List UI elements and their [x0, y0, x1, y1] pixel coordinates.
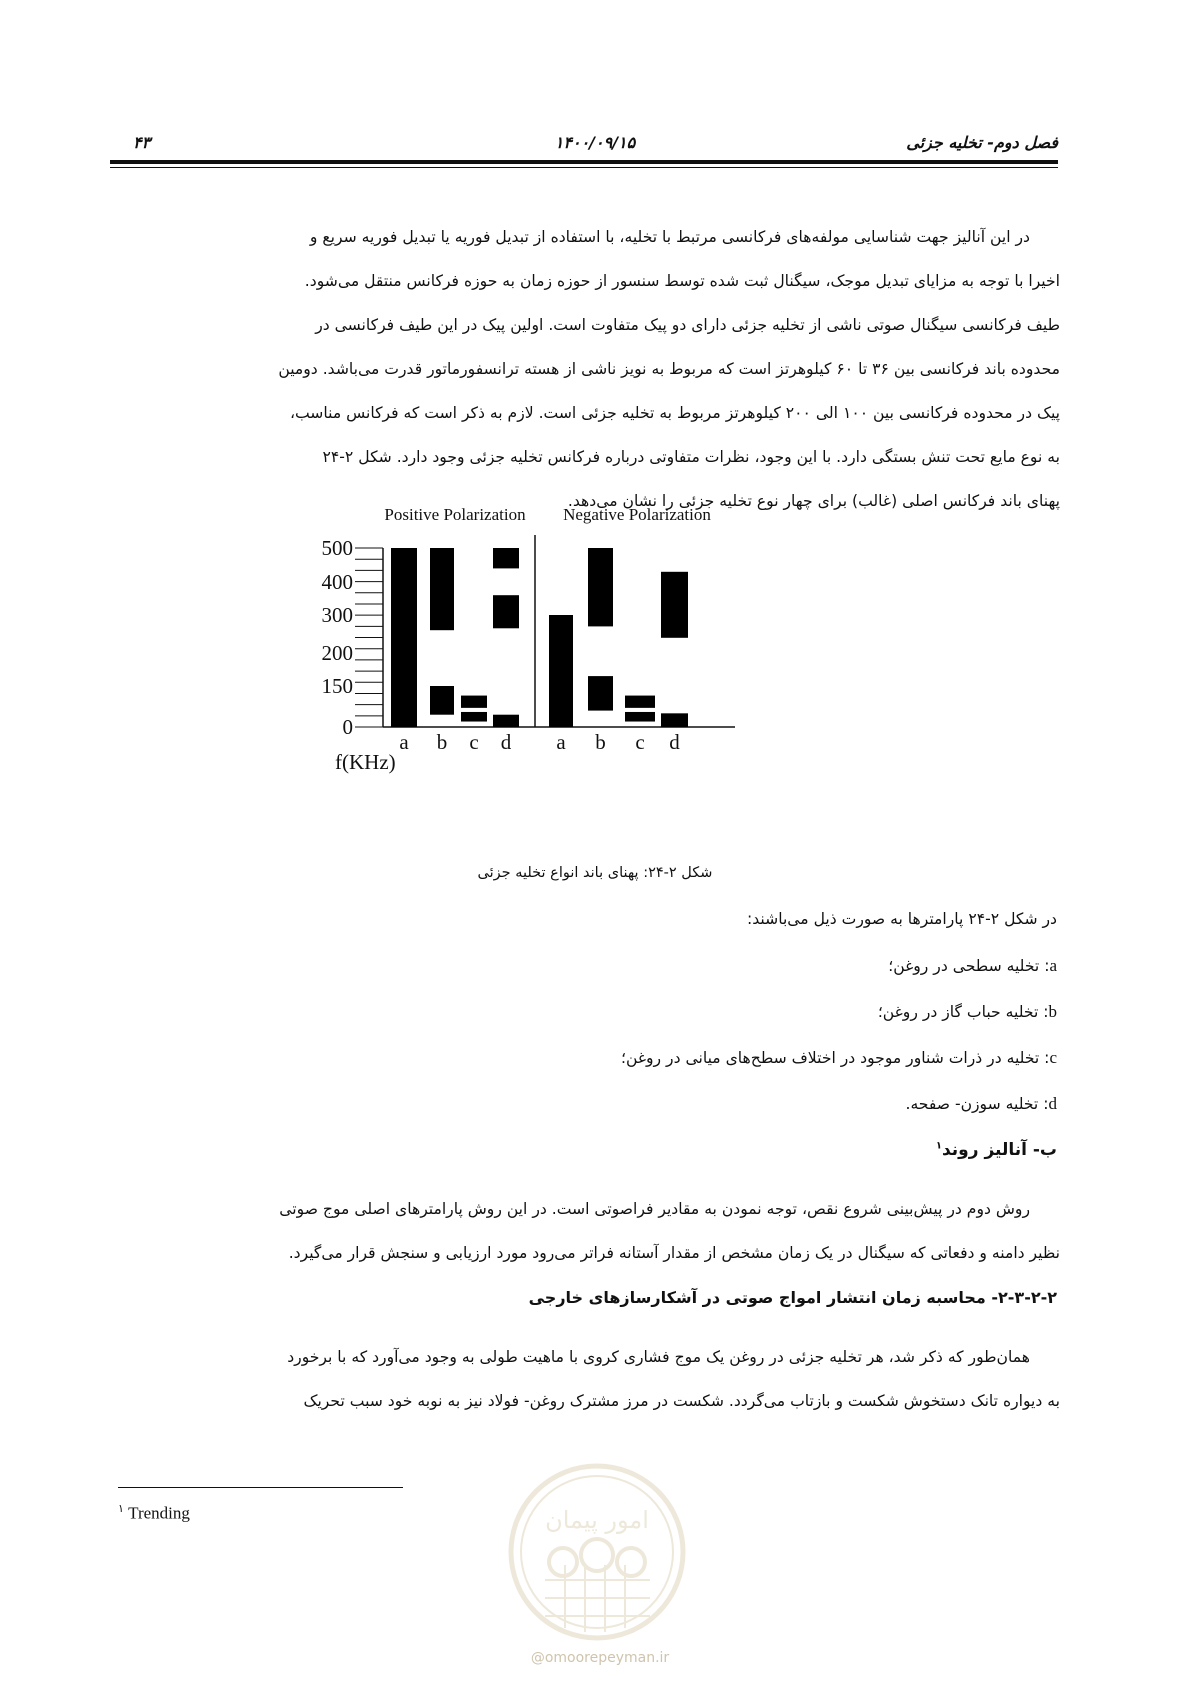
- trend-paragraph: [112, 1187, 1060, 1275]
- param-text: : تخلیه در ذرات شناور موجود در اختلاف سطح‌های میانی در روغن؛: [621, 1049, 1050, 1067]
- param-code: b: [1048, 1002, 1057, 1021]
- y-axis-label: f(KHz): [335, 750, 396, 774]
- bar-segment: [493, 548, 519, 568]
- group-title: Negative Polarization: [563, 505, 711, 524]
- bar-segment: [430, 686, 454, 715]
- trend-heading: [936, 1140, 1057, 1160]
- bar-segment: [391, 548, 417, 727]
- paragraph-line: محدوده باند فرکانسی بین ۳۶ تا ۶۰ کیلوهرتز است که مربوط به نویز ناشی از هسته ترانسفورماتور قدرت می‌باشد. دومین: [278, 360, 1060, 378]
- trend-heading-text: ب- آنالیز روند: [941, 1140, 1057, 1160]
- bar-segment: [661, 572, 688, 638]
- paragraph-line: نظیر دامنه و دفعاتی که سیگنال در یک زمان مشخص از مقدار آستانه فراتر می‌رود مورد ارزیابی و سنجش قرار می‌گیرد.: [288, 1244, 1060, 1262]
- param-item-b: [878, 1002, 1057, 1022]
- intro-paragraph: [112, 215, 1060, 523]
- y-tick-label: 0: [342, 715, 353, 739]
- param-item-a: [888, 956, 1057, 976]
- footnote-mark: ۱: [118, 1503, 124, 1515]
- group-title: Positive Polarization: [384, 505, 526, 524]
- paragraph-line: پیک در محدوده فرکانسی بین ۱۰۰ الی ۲۰۰ کیلوهرتز مربوط به تخلیه جزئی است. لازم به ذکر است که فرکانس مناسب،: [289, 404, 1060, 422]
- watermark-seal-icon: [505, 1460, 690, 1645]
- bar-segment: [625, 696, 655, 708]
- x-tick-label: d: [500, 730, 512, 754]
- x-tick-label: c: [469, 730, 479, 754]
- header-rule-thin: [110, 167, 1058, 168]
- bandwidth-chart-svg: [321, 505, 815, 845]
- x-tick-label: b: [436, 730, 448, 754]
- figure-caption: شکل ۲-۲۴: پهنای باند انواع تخلیه جزئی: [477, 865, 713, 881]
- bar-segment: [461, 712, 487, 722]
- watermark-url: @omoorepeyman.ir: [530, 1650, 670, 1666]
- section-heading: ۲-۳-۲-۲- محاسبه زمان انتشار امواج صوتی در آشکارسازهای خارجی: [528, 1288, 1057, 1307]
- paragraph-line: طیف فرکانسی سیگنال صوتی ناشی از تخلیه جزئی دارای دو پیک متفاوت است. اولین پیک در این طیف فرکانسی در: [315, 316, 1060, 334]
- chapter-title: فصل دوم- تخلیه جزئی: [906, 133, 1058, 152]
- bar-segment: [661, 713, 688, 727]
- paragraph-line: به نوع مایع تحت تنش بستگی دارد. با این وجود، نظرات متفاوتی درباره فرکانس تخلیه جزئی وجود دارد. شکل ۲-۲۴: [322, 448, 1060, 466]
- bar-segment: [588, 548, 613, 626]
- bar-segment: [493, 595, 519, 628]
- param-code: d: [1048, 1094, 1057, 1113]
- bar-segment: [625, 712, 655, 722]
- paragraph-line: در این آنالیز جهت شناسایی مولفه‌های فرکانسی مرتبط با تخلیه، با استفاده از تبدیل فوریه یا تبدیل فوریه سریع و: [309, 228, 1030, 246]
- param-text: : تخلیه سطحی در روغن؛: [888, 957, 1050, 975]
- y-tick-label: 400: [321, 570, 353, 594]
- param-item-c: [621, 1048, 1057, 1068]
- paragraph-line: روش دوم در پیش‌بینی شروع نقص، توجه نمودن به مقادیر فراصوتی است. در این روش پارامترهای اصلی موج صوتی: [279, 1200, 1030, 1218]
- param-text: : تخلیه حباب گاز در روغن؛: [877, 1003, 1049, 1021]
- watermark-logo-text: امور پیمان: [545, 1506, 649, 1534]
- bandwidth-chart: [321, 505, 815, 845]
- footnote-ref: ۱: [935, 1140, 942, 1152]
- y-tick-label: 500: [321, 536, 353, 560]
- section-paragraph: [112, 1335, 1060, 1423]
- bar-segment: [461, 696, 487, 708]
- footnote: [118, 1502, 190, 1524]
- header-rule-thick: [110, 160, 1058, 164]
- footnote-rule: [118, 1487, 403, 1488]
- params-intro: در شکل ۲-۲۴ پارامترها به صورت ذیل می‌باشند:: [746, 910, 1057, 928]
- x-tick-label: b: [595, 730, 606, 754]
- y-tick-label: 150: [321, 674, 353, 698]
- param-text: : تخلیه سوزن- صفحه.: [905, 1095, 1049, 1113]
- bar-segment: [588, 676, 613, 711]
- x-tick-label: c: [635, 730, 645, 754]
- x-tick-label: d: [669, 730, 680, 754]
- watermark-logo: [505, 1460, 690, 1645]
- paragraph-line: پهنای باند فرکانس اصلی (غالب) برای چهار نوع تخلیه جزئی را نشان می‌دهد.: [567, 492, 1060, 510]
- x-tick-label: a: [399, 730, 409, 754]
- bar-segment: [549, 615, 573, 727]
- y-tick-label: 300: [321, 603, 353, 627]
- x-tick-label: a: [556, 730, 566, 754]
- paragraph-line: اخیرا با توجه به مزایای تبدیل موجک، سیگنال ثبت شده توسط سنسور از حوزه زمان به حوزه فرکانس منتقل می‌شود.: [304, 272, 1060, 290]
- bar-segment: [430, 548, 454, 630]
- param-code: a: [1049, 956, 1057, 975]
- paragraph-line: به دیواره تانک دستخوش شکست و بازتاب می‌گردد. شکست در مرز مشترک روغن- فولاد نیز به نوبه خود سبب تحریک: [303, 1392, 1060, 1410]
- page-number: ۴۳: [133, 133, 151, 152]
- param-code: c: [1049, 1048, 1057, 1067]
- bar-segment: [493, 715, 519, 727]
- paragraph-line: همان‌طور که ذکر شد، هر تخلیه جزئی در روغن یک موج فشاری کروی با ماهیت طولی به وجود می‌آورد که با برخورد: [287, 1348, 1030, 1366]
- param-item-d: [905, 1094, 1057, 1114]
- y-tick-label: 200: [321, 641, 353, 665]
- header-date: ۱۴۰۰/۰۹/۱۵: [554, 133, 636, 152]
- footnote-text: Trending: [128, 1503, 190, 1523]
